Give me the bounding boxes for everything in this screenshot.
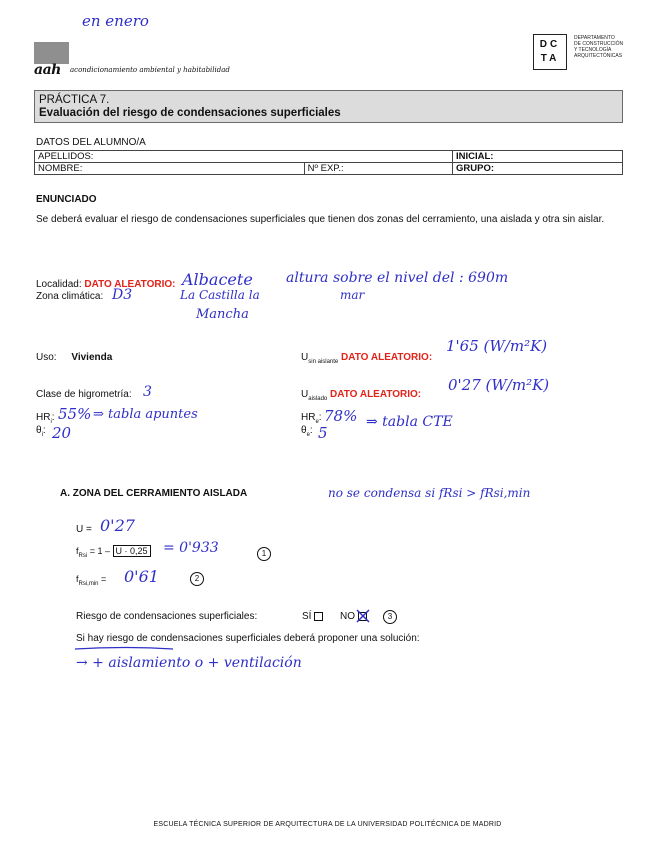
handwritten-region: La Castilla la <box>180 288 260 302</box>
higrometria-label: Clase de higrometría: <box>36 389 132 400</box>
u-sin-label: U <box>301 352 309 363</box>
dept-line: Y TECNOLOGÍA <box>574 47 612 53</box>
hre-subscript: e <box>315 419 319 425</box>
handwritten-region-2: Mancha <box>196 307 249 322</box>
step-marker-1: 1 <box>257 547 271 561</box>
te-subscript: e <box>306 432 310 438</box>
riesgo-label: Riesgo de condensaciones superficiales: <box>76 611 258 622</box>
dept-line: DE CONSTRUCCIÓN <box>574 41 624 47</box>
frsi-label: f <box>76 546 79 556</box>
ti-subscript: i <box>41 432 43 438</box>
logo-image <box>34 42 69 64</box>
u-sin-aislante-row <box>301 352 432 365</box>
u-row <box>76 524 92 535</box>
student-data-caption: DATOS DEL ALUMNO/A <box>36 137 146 148</box>
handwritten-exterior-source: ⇒ tabla CTE <box>366 414 453 430</box>
section-a-heading: A. ZONA DEL CERRAMIENTO AISLADA <box>60 488 248 499</box>
zona-climatica-row <box>36 291 103 302</box>
te-label: θ <box>301 425 307 436</box>
handwritten-u-aislado: 0'27 (W/m²K) <box>448 376 550 394</box>
step-marker-2: 2 <box>190 572 204 586</box>
no-checkbox[interactable] <box>358 612 367 621</box>
solucion-label: Si hay riesgo de condensaciones superficiales deberá proponer una solución: <box>76 633 420 644</box>
enunciado-heading: ENUNCIADO <box>36 194 97 205</box>
practice-number: PRÁCTICA 7. <box>39 94 110 106</box>
higrometria-row <box>36 389 132 400</box>
si-checkbox[interactable] <box>314 612 323 621</box>
u-aislado-row <box>301 389 421 402</box>
handwritten-altitude-2: mar <box>340 288 365 302</box>
handwritten-u-sin: 1'65 (W/m²K) <box>446 337 548 355</box>
dcta-top: DC <box>539 39 561 50</box>
dept-line: DEPARTAMENTO <box>574 35 615 41</box>
localidad-label: Localidad: <box>36 279 82 290</box>
dcta-logo <box>533 34 567 70</box>
student-data-table <box>34 150 623 175</box>
uso-value: Vivienda <box>71 352 113 363</box>
title-block <box>34 90 623 123</box>
frsi-subscript: Rsi <box>78 552 88 559</box>
si-option[interactable] <box>302 611 323 622</box>
handwritten-te: 5 <box>318 424 328 442</box>
ti-label-row: $\theta_i$: <box>36 425 46 438</box>
table-row <box>35 151 623 163</box>
table-row <box>35 163 623 175</box>
frsimin-row <box>76 574 106 587</box>
localidad-row <box>36 279 175 290</box>
handwritten-underline <box>74 646 174 652</box>
no-option[interactable] <box>340 611 367 622</box>
checkmark-cross-icon <box>356 609 370 623</box>
handwritten-hre: 78% <box>324 407 358 425</box>
dcta-bottom: TA <box>540 53 560 64</box>
handwritten-solution: → + aislamiento o + ventilación <box>76 655 302 671</box>
handwritten-note-top: en enero <box>82 12 149 30</box>
handwritten-condition-note: no se condensa si fRsi > fRsi,min <box>328 486 531 500</box>
handwritten-hri: 55% <box>58 405 92 423</box>
dato-aleatorio-label: DATO ALEATORIO: <box>84 279 176 290</box>
handwritten-ti: 20 <box>52 424 72 442</box>
practice-title: Evaluación del riesgo de condensaciones superficiales <box>39 107 341 119</box>
handwritten-frsi: = 0'933 <box>163 540 219 556</box>
frsi-formula-box: U · 0,25 <box>113 545 151 557</box>
enunciado-text: Se deberá evaluar el riesgo de condensaciones superficiales que tienen dos zonas del cerramiento, una aislada y otra sin aislar. <box>36 214 605 225</box>
uso-row <box>36 352 112 363</box>
logo-text: aah <box>34 62 61 78</box>
zona-label: Zona climática: <box>36 291 104 302</box>
inicial-field[interactable]: INICIAL: <box>453 151 623 163</box>
dept-line: ARQUITECTÓNICAS <box>574 53 623 59</box>
hri-label-row: $HR_i$: <box>36 412 55 425</box>
uso-label: Uso: <box>36 352 57 363</box>
frsi-equation: = 1 – <box>89 546 110 556</box>
u-label: U = <box>76 524 92 535</box>
ti-label: θ <box>36 425 42 436</box>
step-marker-3: 3 <box>383 610 397 624</box>
footer-institution: ESCUELA TÉCNICA SUPERIOR DE ARQUITECTURA DE LA UNIVERSIDAD POLITÉCNICA DE MADRID <box>153 821 502 828</box>
handwritten-interior-source: ⇒ tabla apuntes <box>93 407 198 422</box>
handwritten-frsimin: 0'61 <box>124 567 159 586</box>
riesgo-row <box>76 611 257 622</box>
hre-label-row: $HR_e$: <box>301 412 322 425</box>
hri-label: HR <box>36 412 51 423</box>
dato-aleatorio-label: DATO ALEATORIO: <box>330 389 422 400</box>
u-sin-subscript: sin aislante <box>308 359 339 365</box>
te-label-row: $\theta_e$: <box>301 425 313 438</box>
nombre-field[interactable]: NOMBRE: <box>35 163 305 175</box>
apellidos-field[interactable]: APELLIDOS: <box>35 151 453 163</box>
grupo-field[interactable]: GRUPO: <box>453 163 623 175</box>
u-ais-subscript: aislado <box>308 396 328 402</box>
nexp-field[interactable]: Nº EXP.: <box>304 163 452 175</box>
frsimin-equation: = <box>101 574 107 584</box>
frsimin-label: f <box>76 574 79 584</box>
handwritten-zona: D3 <box>112 287 133 303</box>
handwritten-localidad: Albacete <box>182 270 253 289</box>
no-label: NO <box>340 611 355 622</box>
si-label: SÍ <box>302 611 312 622</box>
handwritten-higrometria: 3 <box>143 384 152 400</box>
hre-label: HR <box>301 412 316 423</box>
frsimin-subscript: Rsi,min <box>78 580 99 587</box>
logo-subtitle: acondicionamiento ambiental y habitabilidad <box>70 66 230 74</box>
dato-aleatorio-label: DATO ALEATORIO: <box>341 352 433 363</box>
u-ais-label: U <box>301 389 309 400</box>
hri-subscript: i <box>50 419 52 425</box>
handwritten-altitude: altura sobre el nivel del : 690m <box>286 270 509 286</box>
handwritten-u-value: 0'27 <box>100 516 135 535</box>
department-name <box>574 35 623 59</box>
frsi-row <box>76 546 151 559</box>
